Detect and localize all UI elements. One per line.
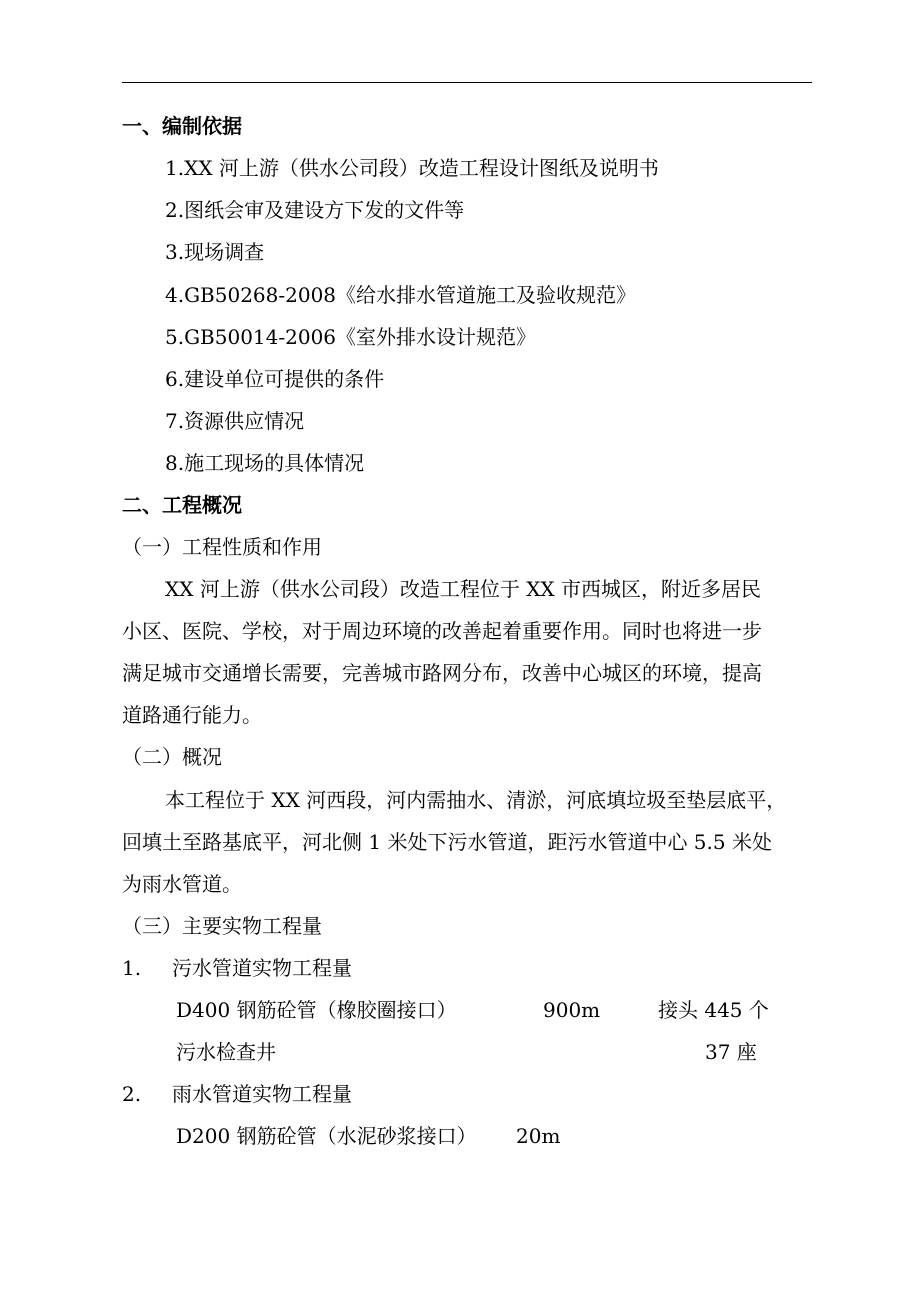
quantity-2-row-1-qty: 20m bbox=[516, 1124, 561, 1148]
subsection-2-para-line-2: 回填土至路基底平，河北侧 1 米处下污水管道，距污水管道中心 5.5 米处 bbox=[122, 830, 772, 854]
basis-item-1: 1.XX 河上游（供水公司段）改造工程设计图纸及说明书 bbox=[165, 156, 659, 180]
quantity-1-title: 污水管道实物工程量 bbox=[172, 956, 352, 980]
subsection-2-para-line-3: 为雨水管道。 bbox=[122, 872, 242, 896]
subsection-2-para-line-1: 本工程位于 XX 河西段，河内需抽水、清淤，河底填垃圾至垫层底平， bbox=[165, 788, 787, 812]
quantity-2-number: 2. bbox=[122, 1082, 142, 1106]
subsection-1-para-line-2: 小区、医院、学校，对于周边环境的改善起着重要作用。同时也将进一步 bbox=[122, 619, 762, 643]
basis-item-3: 3.现场调查 bbox=[165, 240, 265, 264]
section-1-title: 一、编制依据 bbox=[122, 114, 242, 138]
basis-item-6: 6.建设单位可提供的条件 bbox=[165, 367, 385, 391]
basis-item-5: 5.GB50014-2006《室外排水设计规范》 bbox=[165, 325, 537, 349]
subsection-3-title: （三）主要实物工程量 bbox=[122, 914, 322, 938]
subsection-1-para-line-3: 满足城市交通增长需要，完善城市路网分布，改善中心城区的环境，提高 bbox=[122, 661, 762, 685]
subsection-1-para-line-4: 道路通行能力。 bbox=[122, 703, 262, 727]
quantity-1-row-2-extra: 37 座 bbox=[705, 1040, 757, 1064]
basis-item-2: 2.图纸会审及建设方下发的文件等 bbox=[165, 198, 465, 222]
basis-item-7: 7.资源供应情况 bbox=[165, 409, 305, 433]
quantity-1-number: 1. bbox=[122, 956, 142, 980]
quantity-1-row-1-item: D400 钢筋砼管（橡胶圈接口） bbox=[176, 998, 457, 1022]
basis-item-4: 4.GB50268-2008《给水排水管道施工及验收规范》 bbox=[165, 283, 637, 307]
subsection-2-title: （二）概况 bbox=[122, 745, 222, 769]
basis-item-8: 8.施工现场的具体情况 bbox=[165, 451, 365, 475]
quantity-1-row-1-extra: 接头 445 个 bbox=[658, 998, 769, 1022]
quantity-2-row-1-item: D200 钢筋砼管（水泥砂浆接口） bbox=[176, 1124, 477, 1148]
header-rule bbox=[122, 82, 812, 83]
section-2-title: 二、工程概况 bbox=[122, 493, 242, 517]
subsection-1-title: （一）工程性质和作用 bbox=[122, 535, 322, 559]
quantity-1-row-1-qty: 900m bbox=[543, 998, 601, 1022]
quantity-2-title: 雨水管道实物工程量 bbox=[172, 1082, 352, 1106]
quantity-1-row-2-item: 污水检查井 bbox=[176, 1040, 276, 1064]
subsection-1-para-line-1: XX 河上游（供水公司段）改造工程位于 XX 市西城区，附近多居民 bbox=[165, 577, 762, 601]
